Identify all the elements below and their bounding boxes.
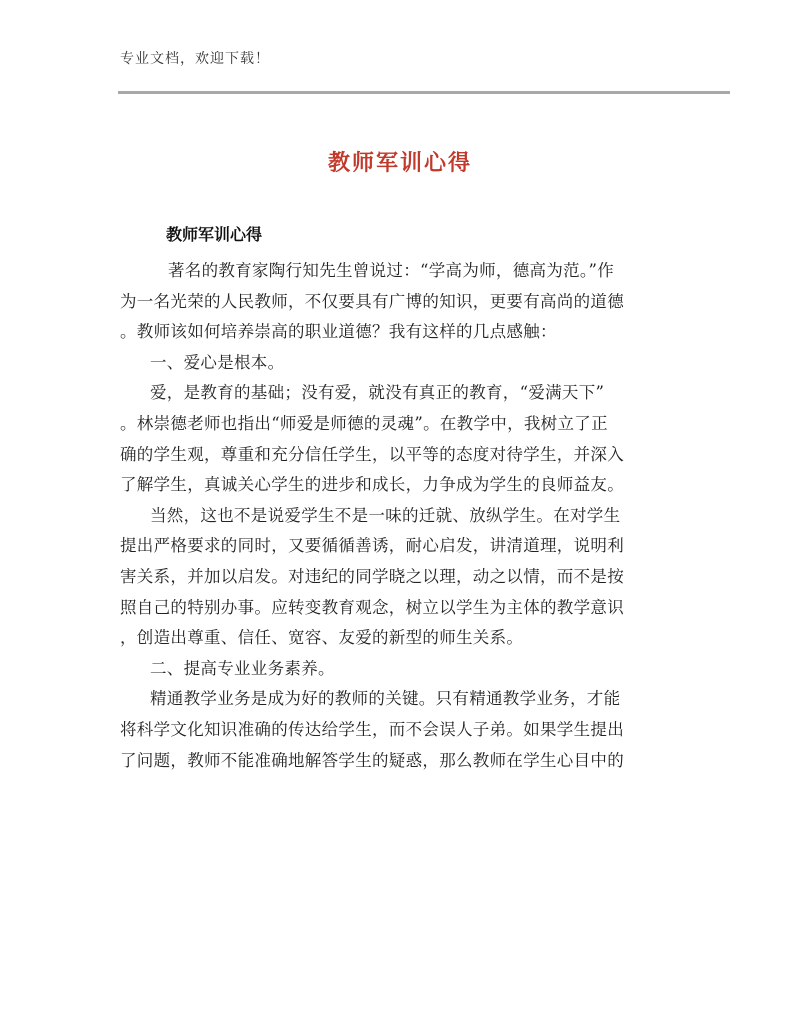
body-line: 精通教学业务是成为好的教师的关键。只有精通教学业务，才能 (150, 689, 621, 709)
body-line: 著名的教育家陶行知先生曾说过：“学高为师，德高为范。”作 (168, 261, 615, 280)
body-line: ，创造出尊重、信任、宽容、友爱的新型的师生关系。 (120, 628, 524, 648)
body-text (120, 256, 665, 776)
body-line: 提出严格要求的同时，又要循循善诱，耐心启发，讲清道理，说明利 (120, 536, 624, 556)
body-line: 害关系，并加以启发。对违纪的同学晓之以理，动之以情，而不是按 (120, 566, 624, 586)
document-subtitle: 教师军训心得 (166, 225, 263, 244)
body-line: 当然，这也不是说爱学生不是一味的迁就、放纵学生。在对学生 (150, 505, 621, 525)
section-heading: 一、爱心是根本。 (150, 352, 285, 372)
body-line: 确的学生观，尊重和充分信任学生，以平等的态度对待学生，并深入 (120, 444, 624, 464)
body-line: 。教师该如何培养崇高的职业道德？我有这样的几点感触： (120, 322, 557, 342)
body-line: 将科学文化知识准确的传达给学生，而不会误人子弟。如果学生提出 (120, 719, 624, 739)
document-title: 教师军训心得 (327, 151, 472, 176)
header-text: 专业文档，欢迎下载！ (120, 51, 270, 67)
section-heading: 二、提高专业业务素养。 (150, 658, 335, 678)
body-line: 爱，是教育的基础；没有爱，就没有真正的教育，“爱满天下” (150, 383, 605, 403)
body-line: 为一名光荣的人民教师，不仅要具有广博的知识，更要有高尚的道德 (120, 291, 624, 311)
body-line: 照自己的特别办事。应转变教育观念，树立以学生为主体的教学意识 (120, 597, 624, 617)
body-line: 。林崇德老师也指出“师爱是师德的灵魂”。在教学中，我树立了正 (120, 413, 608, 433)
body-line: 了解学生，真诚关心学生的进步和成长，力争成为学生的良师益友。 (120, 475, 624, 495)
header-divider (118, 91, 730, 94)
body-line: 了问题，教师不能准确地解答学生的疑惑，那么教师在学生心目中的 (120, 750, 624, 770)
